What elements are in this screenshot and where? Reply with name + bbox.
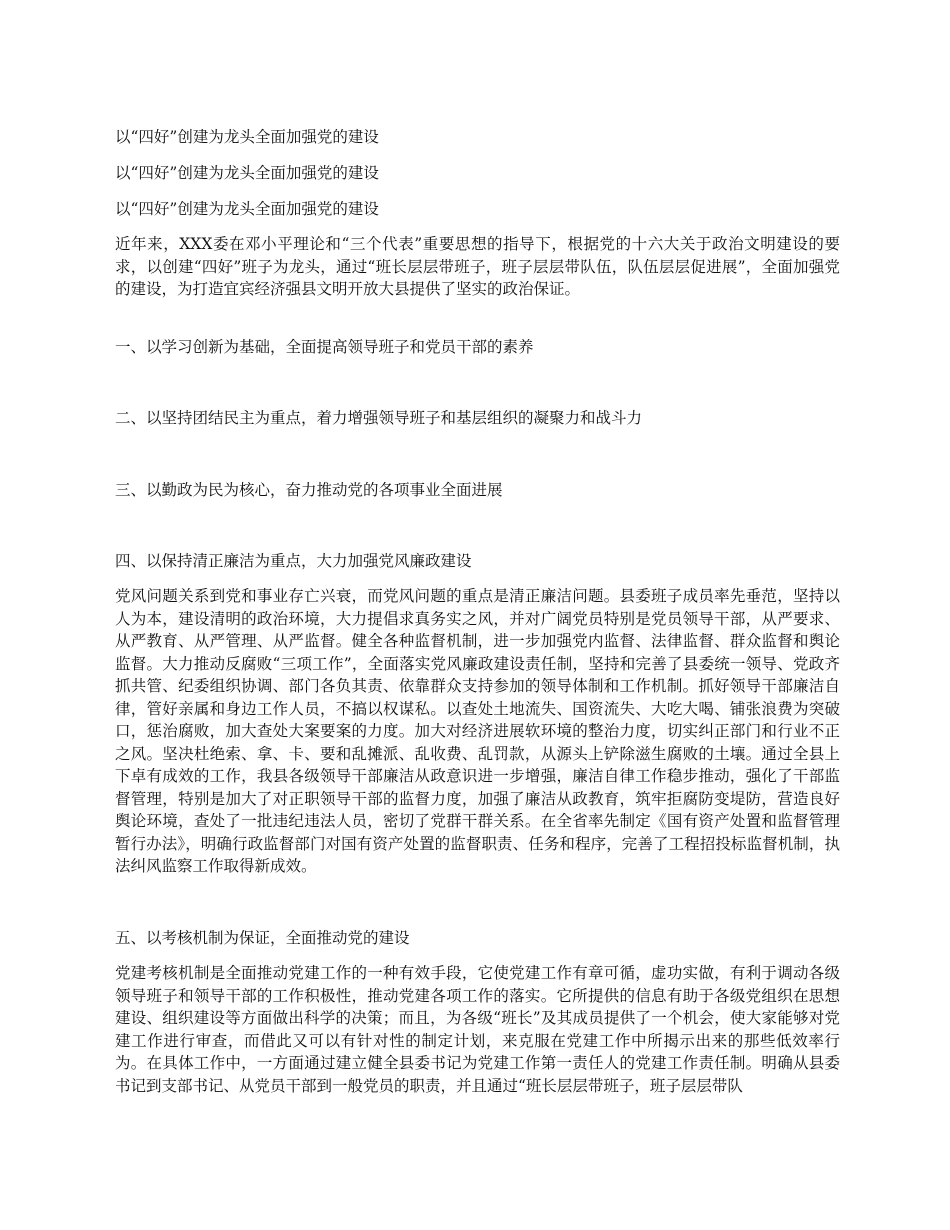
section-3-heading: 三、以勤政为民为核心，奋力推动党的各项事业全面进展 [115, 481, 503, 499]
section-5-body: 党建考核机制是全面推动党建工作的一种有效手段，它使党建工作有章可循，虚功实做，有利于调动各级领导班子和领导干部的工作积极性，推动党建各项工作的落实。它所提供的信息有助于各级党组织在思想建设、组织建设等方面做出科学的决策；而且，为各级“班长”及其成员提供了一个机会，使大家能够对党建工作进行审查，而借此又可以有针对性的制定计划，来克服在党建工作中所揭示出来的那些低效率行为。在具体工作中，一方面通过建立健全县委书记为党建工作第一责任人的党建工作责任制。明确从县委书记到支部书记、从党员干部到一般党员的职责，并且通过“班长层层带班子，班子层层带队 [115, 964, 840, 1095]
title-line-1: 以“四好”创建为龙头全面加强党的建设 [115, 128, 379, 146]
section-5-heading: 五、以考核机制为保证，全面推动党的建设 [115, 929, 410, 947]
title-line-2: 以“四好”创建为龙头全面加强党的建设 [115, 164, 379, 182]
intro-paragraph: 近年来，XXX委在邓小平理论和“三个代表”重要思想的指导下，根据党的十六大关于政治文明建设的要求，以创建“四好”班子为龙头，通过“班长层层带班子，班子层层带队伍，队伍层层促进展”，全面加强党的建设，为打造宜宾经济强县文明开放大县提供了坚实的政治保证。 [115, 235, 840, 298]
section-2-heading: 二、以坚持团结民主为重点，着力增强领导班子和基层组织的凝聚力和战斗力 [115, 409, 643, 427]
title-line-3: 以“四好”创建为龙头全面加强党的建设 [115, 200, 379, 218]
section-4-heading: 四、以保持清正廉洁为重点，大力加强党风廉政建设 [115, 552, 472, 570]
section-1-heading: 一、以学习创新为基础，全面提高领导班子和党员干部的素养 [115, 338, 534, 356]
section-4-body: 党风问题关系到党和事业存亡兴衰，而党风问题的重点是清正廉洁问题。县委班子成员率先垂范，坚持以人为本，建设清明的政治环境，大力提倡求真务实之风，并对广阔党员特别是党员领导干部，从严要求、从严教育、从严管理、从严监督。健全各种监督机制，进一步加强党内监督、法律监督、群众监督和舆论监督。大力推动反腐败“三项工作”，全面落实党风廉政建设责任制，坚持和完善了县委统一领导、党政齐抓共管、纪委组织协调、部门各负其责、依靠群众支持参加的领导体制和工作机制。抓好领导干部廉洁自律，管好亲属和身边工作人员，不搞以权谋私。以查处土地流失、国资流失、大吃大喝、铺张浪费为突破口，惩治腐败，加大查处大案要案的力度。加大对经济进展软环境的整治力度，切实纠正部门和行业不正之风。坚决杜绝索、拿、卡、要和乱摊派、乱收费、乱罚款，从源头上铲除滋生腐败的土壤。通过全县上下卓有成效的工作，我县各级领导干部廉洁从政意识进一步增强，廉洁自律工作稳步推动，强化了干部监督管理，特别是加大了对正职领导干部的监督力度，加强了廉洁从政教育，筑牢拒腐防变堤防，营造良好舆论环境，查处了一批违纪违法人员，密切了党群干群关系。在全省率先制定《国有资产处置和监督管理暂行办法》，明确行政监督部门对国有资产处置的监督职责、任务和程序，完善了工程招投标监督机制，执法纠风监察工作取得新成效。 [115, 587, 840, 875]
